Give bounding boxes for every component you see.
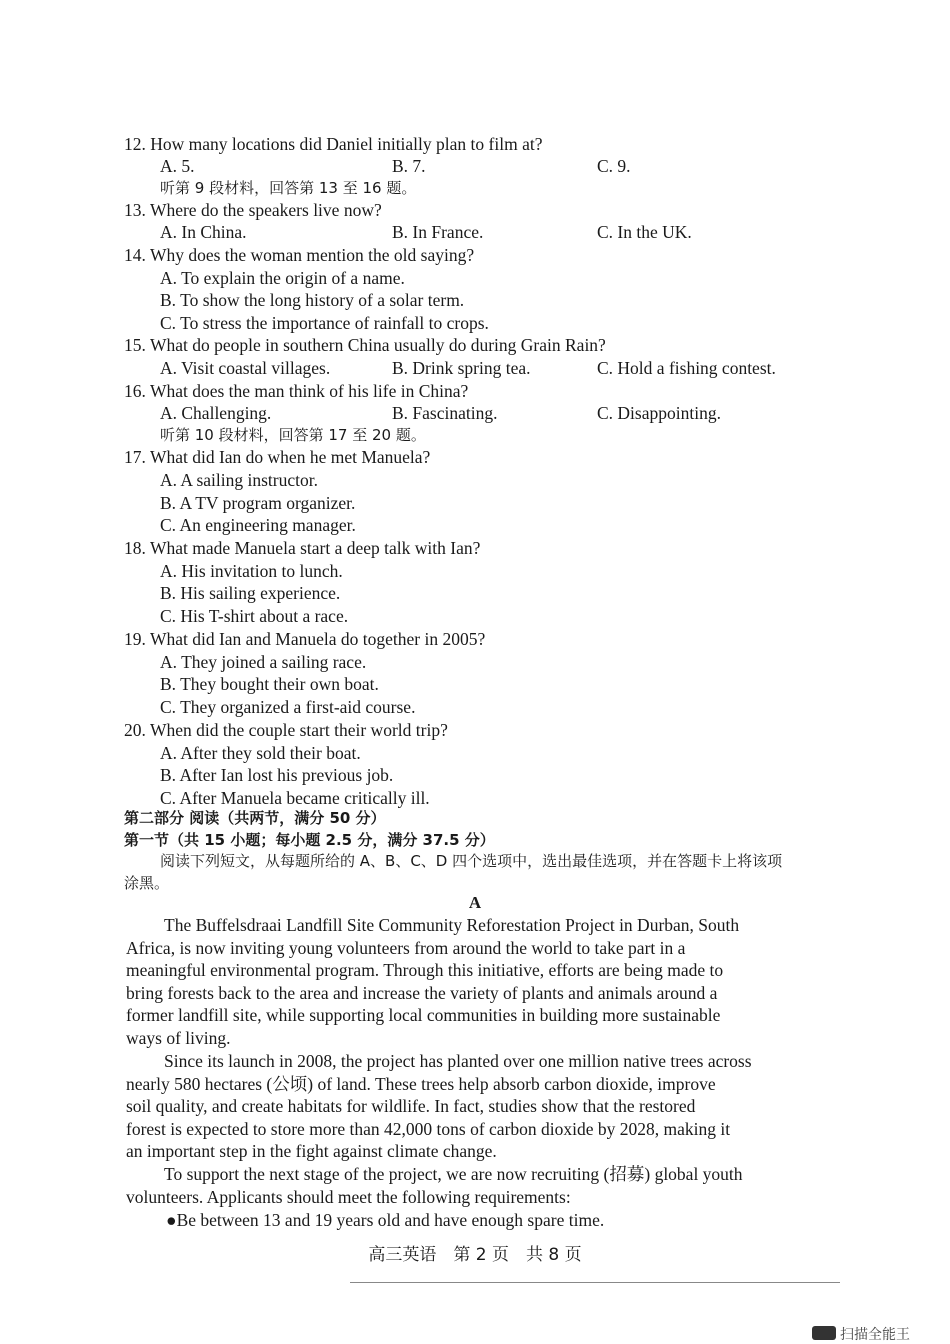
question-16: [124, 380, 468, 402]
option-b: B. His sailing experience.: [160, 583, 341, 603]
text-line: Africa, is now inviting young volunteers from around the world to take part in a: [126, 937, 686, 958]
scanner-watermark: 扫描全能王: [840, 1327, 910, 1343]
paragraph-2: [126, 1050, 854, 1163]
option-c: C. In the UK.: [597, 222, 692, 242]
question-20: [124, 719, 448, 741]
option-c: C. They organized a first-aid course.: [160, 697, 416, 717]
option-a: A. They joined a sailing race.: [160, 652, 367, 672]
paragraph-3: [126, 1163, 854, 1208]
question-number: 12.: [124, 134, 146, 154]
paragraph-1: [126, 914, 854, 1050]
option-b: B. Fascinating.: [392, 403, 498, 423]
question-13: [124, 199, 382, 221]
question-19: [124, 628, 485, 650]
option-c: C. An engineering manager.: [160, 515, 356, 535]
question-text: What did Ian do when he met Manuela?: [149, 447, 431, 467]
question-text: What made Manuela start a deep talk with Ian?: [149, 538, 481, 558]
question-text: When did the couple start their world trip?: [149, 720, 448, 740]
text-line: former landfill site, while supporting local communities in building more sustainable: [126, 1005, 721, 1026]
reading-instruction: 阅读下列短文，从每题所给的 A、B、C、D 四个选项中，选出最佳选项，并在答题卡上将该项: [160, 852, 783, 870]
text-line: volunteers. Applicants should meet the following requirements:: [126, 1186, 571, 1207]
question-text: How many locations did Daniel initially plan to film at?: [150, 134, 543, 154]
text-line: meaningful environmental program. Through this initiative, efforts are being made to: [126, 960, 724, 981]
question-12: [124, 133, 542, 155]
page-footer: 高三英语 第 2 页 共 8 页: [368, 1245, 582, 1265]
scanner-logo-icon: [812, 1326, 836, 1340]
section-10-instruction: 听第 10 段材料，回答第 17 至 20 题。: [160, 426, 426, 444]
text-line: ways of living.: [126, 1027, 231, 1048]
question-number: 14.: [124, 245, 146, 265]
option-c: C. After Manuela became critically ill.: [160, 788, 430, 808]
option-a: A. His invitation to lunch.: [160, 561, 343, 581]
option-c: C. 9.: [597, 156, 631, 176]
option-b: B. They bought their own boat.: [160, 674, 379, 694]
question-number: 18.: [124, 538, 146, 558]
question-text: Where do the speakers live now?: [149, 200, 382, 220]
question-text: What do people in southern China usually do during Grain Rain?: [149, 335, 606, 355]
text-line: Since its launch in 2008, the project has planted over one million native trees across: [164, 1051, 752, 1071]
option-a: A. To explain the origin of a name.: [160, 268, 405, 288]
option-a: A. A sailing instructor.: [160, 470, 318, 490]
text-line: forest is expected to store more than 42,000 tons of carbon dioxide by 2028, making it: [126, 1118, 731, 1139]
passage-label: A: [468, 893, 482, 912]
option-a: A. After they sold their boat.: [160, 743, 361, 763]
footer-divider: [350, 1282, 840, 1283]
option-a: A. Visit coastal villages.: [160, 358, 331, 378]
text-line: bring forests back to the area and increase the variety of plants and animals around a: [126, 982, 718, 1003]
option-b: B. 7.: [392, 156, 426, 176]
text-line: soil quality, and create habitats for wildlife. In fact, studies show that the restored: [126, 1096, 696, 1117]
question-number: 16.: [124, 381, 146, 401]
question-number: 13.: [124, 200, 146, 220]
question-17: [124, 446, 430, 468]
question-15: [124, 334, 606, 356]
text-line: nearly 580 hectares (公顷) of land. These trees help absorb carbon dioxide, improve: [126, 1073, 716, 1094]
question-14: [124, 244, 474, 266]
question-text: What does the man think of his life in China?: [149, 381, 469, 401]
option-c: C. To stress the importance of rainfall to crops.: [160, 313, 489, 333]
part-2-title: 第二部分 阅读（共两节，满分 50 分）: [124, 809, 386, 827]
option-c: C. Disappointing.: [597, 403, 721, 423]
section-1-title: 第一节（共 15 小题；每小题 2.5 分，满分 37.5 分）: [124, 831, 495, 849]
text-line: To support the next stage of the project, we are now recruiting (招募) global youth: [164, 1164, 743, 1184]
option-b: B. Drink spring tea.: [392, 358, 531, 378]
question-number: 17.: [124, 447, 146, 467]
question-text: Why does the woman mention the old saying?: [149, 245, 475, 265]
text-line: an important step in the fight against climate change.: [126, 1141, 497, 1162]
section-9-instruction: 听第 9 段材料，回答第 13 至 16 题。: [160, 179, 417, 197]
option-c: C. Hold a fishing contest.: [597, 358, 776, 378]
option-b: B. To show the long history of a solar term.: [160, 290, 465, 310]
option-a: A. 5.: [160, 156, 195, 176]
question-18: [124, 537, 480, 559]
option-c: C. His T-shirt about a race.: [160, 606, 349, 626]
reading-instruction-cont: 涂黑。: [124, 874, 170, 892]
option-b: B. A TV program organizer.: [160, 493, 356, 513]
option-a: A. Challenging.: [160, 403, 272, 423]
question-number: 15.: [124, 335, 146, 355]
option-b: B. In France.: [392, 222, 484, 242]
question-text: What did Ian and Manuela do together in 2005?: [149, 629, 486, 649]
question-number: 20.: [124, 720, 146, 740]
requirement-bullet: ●Be between 13 and 19 years old and have enough spare time.: [166, 1210, 605, 1230]
option-a: A. In China.: [160, 222, 247, 242]
text-line: The Buffelsdraai Landfill Site Community Reforestation Project in Durban, South: [164, 915, 740, 935]
option-b: B. After Ian lost his previous job.: [160, 765, 394, 785]
question-number: 19.: [124, 629, 146, 649]
